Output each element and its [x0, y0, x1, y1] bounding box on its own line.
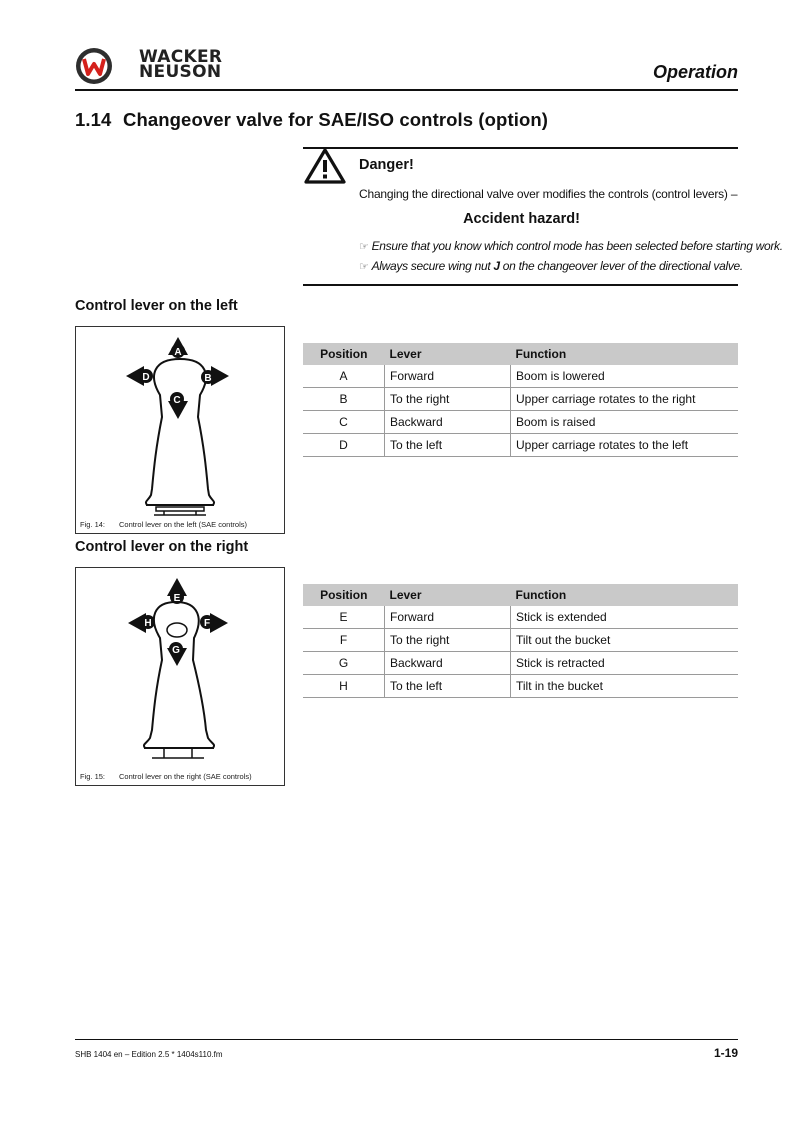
table-header-row — [303, 343, 738, 365]
table-row — [303, 411, 738, 434]
column-header-function: Function — [511, 343, 739, 365]
control-lever-right-illustration — [76, 568, 284, 785]
figure-number: Fig. 15: — [80, 772, 106, 781]
table-row — [303, 652, 738, 675]
control-lever-left-illustration — [76, 327, 284, 533]
pointing-hand-icon: ☞ — [359, 241, 369, 253]
function-cell: Tilt in the bucket — [511, 675, 739, 698]
arrow-label-d: D — [142, 372, 150, 383]
position-cell: D — [303, 434, 385, 457]
arrow-label-h: H — [144, 618, 152, 629]
danger-bullet — [359, 239, 783, 253]
lever-cell: To the left — [385, 434, 511, 457]
danger-title: Danger! — [359, 157, 414, 173]
brand-logo-icon — [75, 47, 113, 85]
figure-caption — [80, 772, 252, 781]
figure-caption-text: Control lever on the right (SAE controls) — [119, 772, 252, 781]
position-cell: B — [303, 388, 385, 411]
table-row — [303, 365, 738, 388]
lever-cell: Backward — [385, 652, 511, 675]
warning-triangle-icon — [303, 147, 347, 185]
figure-caption-text: Control lever on the left (SAE controls) — [119, 520, 247, 529]
arrow-label-e: E — [173, 593, 181, 604]
table-row — [303, 629, 738, 652]
footer-document-info: SHB 1404 en – Edition 2.5 * 1404s110.fm — [75, 1050, 223, 1059]
figure-right-lever — [75, 567, 285, 786]
left-lever-table — [303, 343, 738, 457]
lever-cell: To the right — [385, 388, 511, 411]
table-row — [303, 388, 738, 411]
danger-bullet-text: Always secure wing nut J on the changeover lever of the directional valve. — [371, 259, 743, 273]
brand-line-2: NEUSON — [139, 62, 222, 82]
brand-line-1: WACKER — [139, 47, 223, 67]
section-title: Operation — [652, 62, 738, 82]
table-header-row — [303, 584, 738, 606]
function-cell: Stick is retracted — [511, 652, 739, 675]
column-header-function: Function — [511, 584, 739, 606]
arrow-label-b: B — [204, 373, 212, 384]
hazard-title — [303, 211, 738, 227]
position-cell: G — [303, 652, 385, 675]
chapter-number: 1.14 — [75, 109, 112, 130]
chapter-heading — [75, 109, 548, 131]
table-row — [303, 434, 738, 457]
lever-cell: To the left — [385, 675, 511, 698]
position-cell: A — [303, 365, 385, 388]
function-cell: Upper carriage rotates to the right — [511, 388, 739, 411]
chapter-title: Changeover valve for SAE/ISO controls (option) — [123, 109, 549, 130]
table-row — [303, 606, 738, 629]
function-cell: Upper carriage rotates to the left — [511, 434, 739, 457]
lever-cell: To the right — [385, 629, 511, 652]
lever-cell: Forward — [385, 365, 511, 388]
function-cell: Stick is extended — [511, 606, 739, 629]
function-cell: Boom is raised — [511, 411, 739, 434]
hazard-label: Accident hazard! — [463, 211, 580, 227]
page-number: 1-19 — [713, 1046, 738, 1060]
arrow-label-g: G — [172, 645, 180, 656]
position-cell: E — [303, 606, 385, 629]
column-header-lever: Lever — [385, 584, 511, 606]
position-cell: C — [303, 411, 385, 434]
lever-cell: Forward — [385, 606, 511, 629]
danger-bullet — [359, 259, 743, 273]
function-cell: Tilt out the bucket — [511, 629, 739, 652]
lever-cell: Backward — [385, 411, 511, 434]
left-lever-heading: Control lever on the left — [75, 298, 238, 314]
table-row — [303, 675, 738, 698]
danger-text: Changing the directional valve over modifies the controls (control levers) – — [359, 187, 738, 201]
right-lever-table — [303, 584, 738, 698]
position-cell: H — [303, 675, 385, 698]
pointing-hand-icon: ☞ — [359, 261, 369, 273]
danger-top-divider — [303, 147, 738, 149]
figure-caption — [80, 520, 247, 529]
function-cell: Boom is lowered — [511, 365, 739, 388]
right-lever-heading: Control lever on the right — [75, 539, 249, 555]
brand-wordmark — [139, 47, 223, 82]
danger-bottom-divider — [303, 284, 738, 286]
figure-left-lever — [75, 326, 285, 534]
arrow-label-c: C — [173, 395, 181, 406]
column-header-position: Position — [303, 343, 385, 365]
position-cell: F — [303, 629, 385, 652]
footer-divider — [75, 1039, 738, 1040]
figure-number: Fig. 14: — [80, 520, 106, 529]
column-header-position: Position — [303, 584, 385, 606]
column-header-lever: Lever — [385, 343, 511, 365]
header-divider — [75, 89, 738, 91]
arrow-label-a: A — [174, 347, 182, 358]
danger-bullet-text: Ensure that you know which control mode has been selected before starting work. — [371, 239, 783, 253]
arrow-label-f: F — [203, 618, 211, 629]
